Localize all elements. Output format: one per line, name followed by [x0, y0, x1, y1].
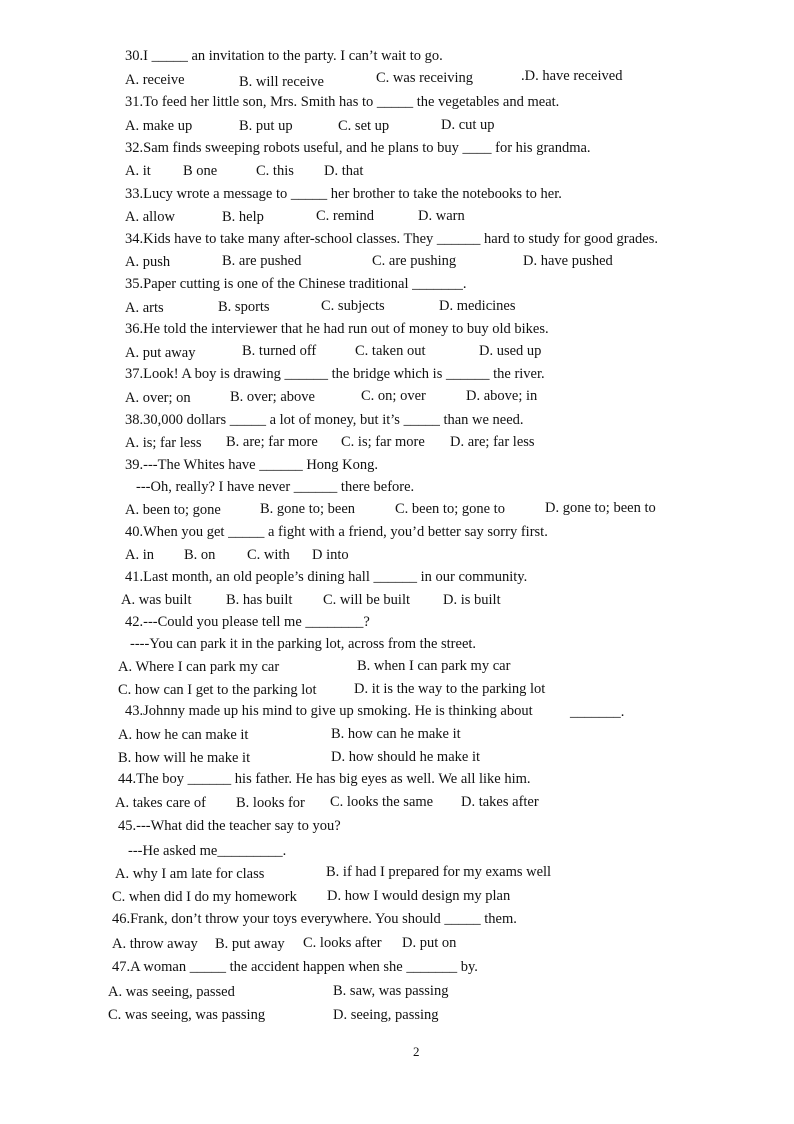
option-30d: .D. have received: [521, 68, 623, 84]
question-43: 43.Johnny made up his mind to give up smoking. He is thinking about: [125, 703, 533, 719]
option-42c: C. how can I get to the parking lot: [118, 682, 317, 698]
option-43b: B. how can he make it: [331, 726, 461, 742]
option-39b: B. gone to; been: [260, 501, 356, 517]
option-42a: A. Where I can park my car: [118, 659, 280, 675]
option-36a: A. put away: [125, 345, 196, 361]
option-43a: A. how he can make it: [118, 727, 249, 743]
option-41c: C. will be built: [323, 592, 410, 608]
option-31c: C. set up: [338, 118, 390, 134]
question-45-reply: ---He asked me_________.: [128, 843, 287, 859]
option-45d: D. how I would design my plan: [327, 888, 511, 904]
question-39: 39.---The Whites have ______ Hong Kong.: [125, 457, 379, 473]
question-41: 41.Last month, an old people’s dining hall ______ in our community.: [125, 569, 528, 585]
option-39d: D. gone to; been to: [545, 500, 656, 516]
option-47b: B. saw, was passing: [333, 983, 449, 999]
option-45b: B. if had I prepared for my exams well: [326, 864, 552, 880]
option-31d: D. cut up: [441, 117, 495, 133]
option-38b: B. are; far more: [226, 434, 318, 450]
option-42d: D. it is the way to the parking lot: [354, 681, 546, 697]
question-47: 47.A woman _____ the accident happen when she _______ by.: [112, 959, 478, 975]
option-33d: D. warn: [418, 208, 465, 224]
option-33c: C. remind: [316, 208, 374, 224]
option-46a: A. throw away: [112, 936, 198, 952]
option-38c: C. is; far more: [341, 434, 425, 450]
option-45c: C. when did I do my homework: [112, 889, 297, 905]
question-42-reply: ----You can park it in the parking lot, across from the street.: [130, 636, 477, 652]
option-46b: B. put away: [215, 936, 285, 952]
option-35d: D. medicines: [439, 298, 516, 314]
question-32: 32.Sam finds sweeping robots useful, and he plans to buy ____ for his grandma.: [125, 140, 591, 156]
option-32d: D. that: [324, 163, 364, 179]
option-32a: A. it: [125, 163, 151, 179]
question-35: 35.Paper cutting is one of the Chinese traditional _______.: [125, 276, 467, 292]
question-38: 38.30,000 dollars _____ a lot of money, but it’s _____ than we need.: [125, 412, 524, 428]
option-39a: A. been to; gone: [125, 502, 221, 518]
option-36d: D. used up: [479, 343, 542, 359]
option-46c: C. looks after: [303, 935, 382, 951]
option-30c: C. was receiving: [376, 70, 474, 86]
option-38d: D. are; far less: [450, 434, 535, 450]
question-30: 30.I _____ an invitation to the party. I can’t wait to go.: [125, 48, 443, 64]
option-41b: B. has built: [226, 592, 293, 608]
option-30b: B. will receive: [239, 74, 324, 90]
option-47d: D. seeing, passing: [333, 1007, 439, 1023]
option-40a: A. in: [125, 547, 154, 563]
option-46d: D. put on: [402, 935, 457, 951]
option-32c: C. this: [256, 163, 294, 179]
question-44: 44.The boy ______ his father. He has big eyes as well. We all like him.: [118, 771, 531, 787]
option-35b: B. sports: [218, 299, 270, 315]
option-39c: C. been to; gone to: [395, 501, 505, 517]
question-34: 34.Kids have to take many after-school classes. They ______ hard to study for good grades.: [125, 231, 658, 247]
option-32b: B one: [183, 163, 218, 179]
option-37c: C. on; over: [361, 388, 426, 404]
option-43c: B. how will he make it: [118, 750, 251, 766]
option-41a: A. was built: [121, 592, 192, 608]
option-47c: C. was seeing, was passing: [108, 1007, 266, 1023]
question-42: 42.---Could you please tell me ________?: [125, 614, 370, 630]
option-30a: A. receive: [125, 72, 185, 88]
option-40d: D into: [312, 547, 349, 563]
option-34b: B. are pushed: [222, 253, 302, 269]
option-34c: C. are pushing: [372, 253, 457, 269]
question-46: 46.Frank, don’t throw your toys everywhere. You should _____ them.: [112, 911, 517, 927]
option-33a: A. allow: [125, 209, 175, 225]
option-43d: D. how should he make it: [331, 749, 481, 765]
option-47a: A. was seeing, passed: [108, 984, 235, 1000]
option-37d: D. above; in: [466, 388, 538, 404]
option-44b: B. looks for: [236, 795, 305, 811]
option-41d: D. is built: [443, 592, 501, 608]
option-37a: A. over; on: [125, 390, 191, 406]
option-45a: A. why I am late for class: [115, 866, 265, 882]
question-31: 31.To feed her little son, Mrs. Smith has to _____ the vegetables and meat.: [125, 94, 560, 110]
option-34a: A. push: [125, 254, 171, 270]
option-36b: B. turned off: [242, 343, 317, 359]
option-31b: B. put up: [239, 118, 293, 134]
option-35c: C. subjects: [321, 298, 385, 314]
page-number: 2: [413, 1044, 420, 1059]
question-43-blank: _______.: [570, 704, 625, 720]
question-40: 40.When you get _____ a fight with a friend, you’d better say sorry first.: [125, 524, 548, 540]
option-36c: C. taken out: [355, 343, 426, 359]
option-38a: A. is; far less: [125, 435, 202, 451]
option-42b: B. when I can park my car: [357, 658, 511, 674]
option-33b: B. help: [222, 209, 264, 225]
question-33: 33.Lucy wrote a message to _____ her brother to take the notebooks to her.: [125, 186, 562, 202]
option-34d: D. have pushed: [523, 253, 613, 269]
option-44a: A. takes care of: [115, 795, 206, 811]
question-37: 37.Look! A boy is drawing ______ the bridge which is ______ the river.: [125, 366, 545, 382]
option-37b: B. over; above: [230, 389, 315, 405]
question-39-reply: ---Oh, really? I have never ______ there before.: [136, 479, 415, 495]
question-36: 36.He told the interviewer that he had run out of money to buy old bikes.: [125, 321, 549, 337]
option-40c: C. with: [247, 547, 290, 563]
option-40b: B. on: [184, 547, 216, 563]
option-31a: A. make up: [125, 118, 193, 134]
option-35a: A. arts: [125, 300, 164, 316]
option-44d: D. takes after: [461, 794, 539, 810]
option-44c: C. looks the same: [330, 794, 434, 810]
question-45: 45.---What did the teacher say to you?: [118, 818, 341, 834]
